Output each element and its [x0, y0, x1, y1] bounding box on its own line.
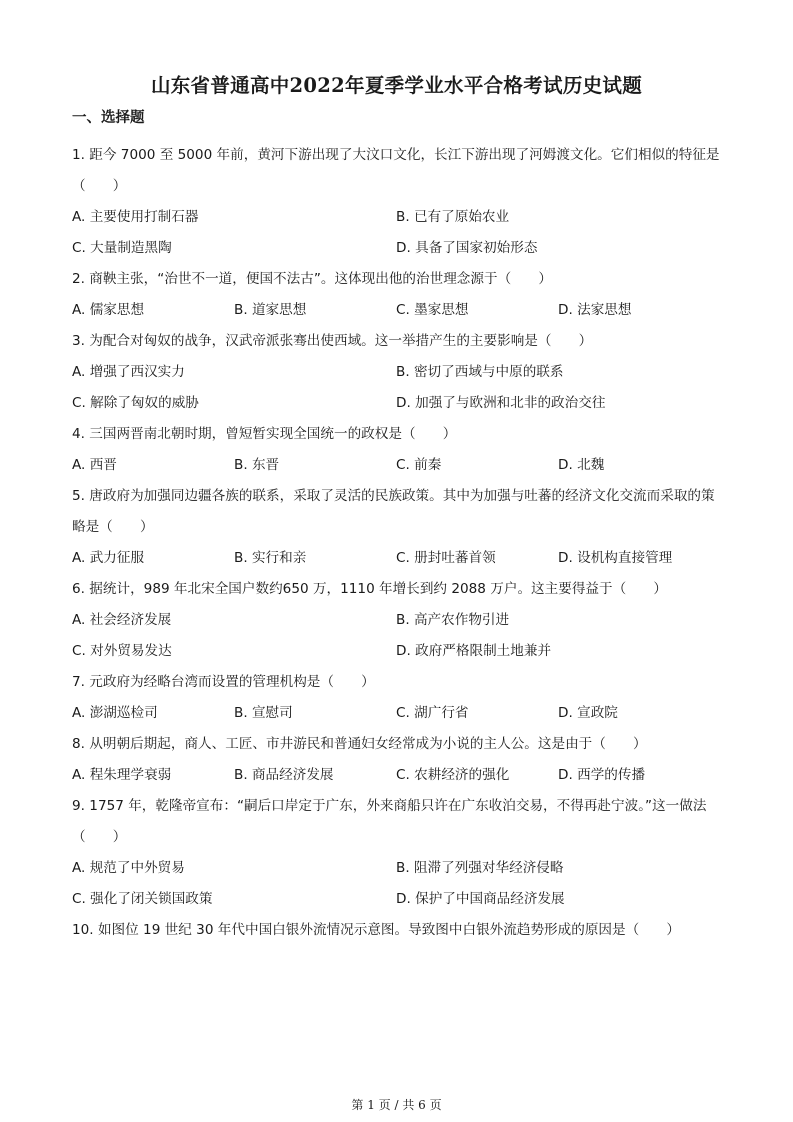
question-3: [72, 326, 722, 419]
question-6: [72, 574, 722, 667]
question-8: [72, 729, 722, 791]
question-stem: 3. 为配合对匈奴的战争，汉武帝派张骞出使西域。这一举措产生的主要影响是（ ）: [72, 333, 593, 349]
question-7: [72, 667, 722, 729]
options: [72, 295, 722, 326]
option-c: C. 解除了匈奴的威胁: [72, 395, 199, 411]
option-b: B. 商品经济发展: [234, 767, 334, 783]
page-title: 山东省普通高中2022年夏季学业水平合格考试历史试题: [150, 74, 643, 97]
option-d: D. 加强了与欧洲和北非的政治交往: [396, 395, 606, 411]
options: [72, 698, 722, 729]
options: [72, 605, 722, 667]
question-9: [72, 791, 722, 915]
option-a: A. 主要使用打制石器: [72, 209, 199, 225]
option-a: A. 澎湖巡检司: [72, 705, 158, 721]
option-a: A. 程朱理学衰弱: [72, 767, 172, 783]
question-stem: 9. 1757 年，乾隆帝宣布：“嗣后口岸定于广东，外来商船只许在广东收泊交易，不得再赴宁波。”这一做法（ ）: [72, 798, 707, 845]
question-stem: 8. 从明朝后期起，商人、工匠、市井游民和普通妇女经常成为小说的主人公。这是由于（ ）: [72, 736, 647, 752]
question-list: [72, 140, 722, 946]
section-heading: 一、选择题: [72, 110, 145, 126]
option-b: B. 阻滞了列强对华经济侵略: [396, 860, 564, 876]
options: [72, 760, 722, 791]
option-b: B. 高产农作物引进: [396, 612, 510, 628]
option-d: D. 宣政院: [558, 705, 618, 721]
option-c: C. 农耕经济的强化: [396, 767, 510, 783]
option-c: C. 册封吐蕃首领: [396, 550, 496, 566]
question-stem: 4. 三国两晋南北朝时期，曾短暂实现全国统一的政权是（ ）: [72, 426, 457, 442]
options: [72, 450, 722, 481]
option-a: A. 增强了西汉实力: [72, 364, 185, 380]
question-stem: 1. 距今 7000 至 5000 年前，黄河下游出现了大汶口文化，长江下游出现了河姆渡文化。它们相似的特征是（ ）: [72, 147, 720, 194]
question-4: [72, 419, 722, 481]
option-a: A. 武力征服: [72, 550, 145, 566]
options: [72, 853, 722, 915]
question-10: [72, 915, 722, 946]
question-stem: 6. 据统计，989 年北宋全国户数约650 万，1110 年增长到约 2088 万户。这主要得益于（ ）: [72, 581, 667, 597]
option-d: D. 政府严格限制土地兼并: [396, 643, 552, 659]
option-b: B. 实行和亲: [234, 550, 307, 566]
option-c: C. 墨家思想: [396, 302, 469, 318]
option-a: A. 规范了中外贸易: [72, 860, 185, 876]
question-stem: 5. 唐政府为加强同边疆各族的联系，采取了灵活的民族政策。其中为加强与吐蕃的经济文化交流而采取的策略是（ ）: [72, 488, 715, 535]
option-d: D. 保护了中国商品经济发展: [396, 891, 565, 907]
option-a: A. 儒家思想: [72, 302, 145, 318]
option-d: D. 设机构直接管理: [558, 550, 673, 566]
option-a: A. 社会经济发展: [72, 612, 172, 628]
options: [72, 543, 722, 574]
option-c: C. 对外贸易发达: [72, 643, 172, 659]
option-d: D. 西学的传播: [558, 767, 646, 783]
question-1: [72, 140, 722, 264]
question-2: [72, 264, 722, 326]
option-c: C. 湖广行省: [396, 705, 469, 721]
options: [72, 202, 722, 264]
page-footer: 第 1 页 / 共 6 页: [351, 1098, 442, 1112]
question-5: [72, 481, 722, 574]
option-b: B. 东晋: [234, 457, 280, 473]
question-stem: 7. 元政府为经略台湾而设置的管理机构是（ ）: [72, 674, 375, 690]
option-d: D. 法家思想: [558, 302, 632, 318]
option-d: D. 北魏: [558, 457, 605, 473]
option-b: B. 宣慰司: [234, 705, 293, 721]
option-c: C. 强化了闭关锁国政策: [72, 891, 213, 907]
question-stem: 10. 如图位 19 世纪 30 年代中国白银外流情况示意图。导致图中白银外流趋势形成的原因是（ ）: [72, 922, 680, 938]
option-c: C. 大量制造黑陶: [72, 240, 172, 256]
question-stem: 2. 商鞅主张，“治世不一道，便国不法古”。这体现出他的治世理念源于（ ）: [72, 271, 552, 287]
option-b: B. 道家思想: [234, 302, 307, 318]
option-b: B. 密切了西域与中原的联系: [396, 364, 564, 380]
option-c: C. 前秦: [396, 457, 442, 473]
options: [72, 357, 722, 419]
option-b: B. 已有了原始农业: [396, 209, 510, 225]
option-d: D. 具备了国家初始形态: [396, 240, 538, 256]
option-a: A. 西晋: [72, 457, 117, 473]
